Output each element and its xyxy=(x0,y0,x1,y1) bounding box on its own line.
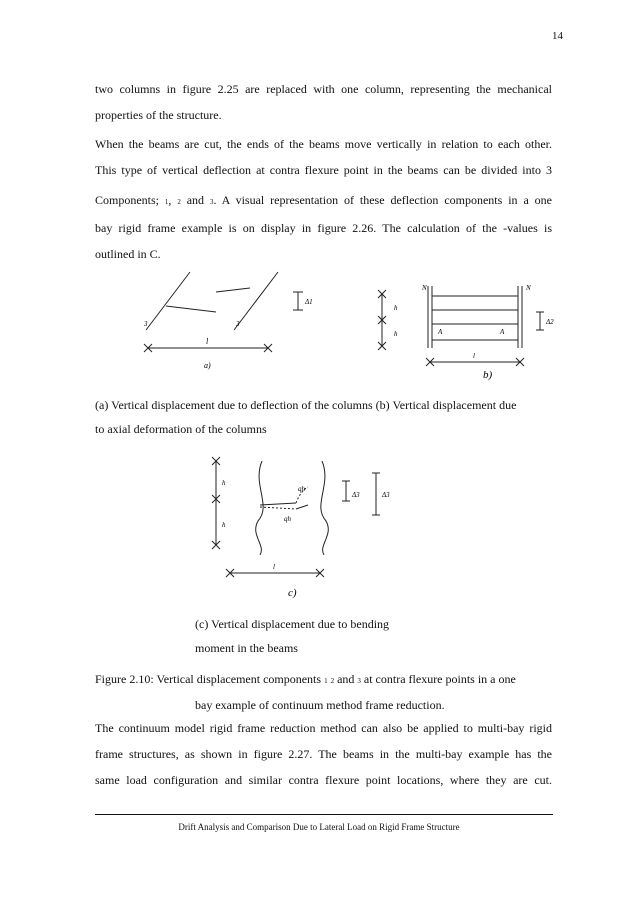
height-label: h xyxy=(394,330,398,338)
figure-c-label: c) xyxy=(288,587,297,599)
caption-line: (a) Vertical displacement due to deflection of the columns (b) Vertical displacement due xyxy=(95,398,517,412)
subscript: 2 xyxy=(177,198,181,206)
subscript: 3 xyxy=(357,677,361,685)
paragraph-line: The continuum model rigid frame reduction method can also be applied to multi-bay rigid xyxy=(95,721,552,735)
subscript: 2 xyxy=(330,677,335,685)
text-run: and xyxy=(180,193,210,207)
height-label: h xyxy=(222,521,226,529)
right-beam-line xyxy=(216,288,250,292)
column-label: 3 xyxy=(236,320,240,328)
paragraph-line: When the beams are cut, the ends of the beams move vertically in relation to each other. xyxy=(95,137,552,151)
paragraph-4 xyxy=(95,715,552,793)
length-label: l xyxy=(206,337,209,346)
caption-c xyxy=(195,612,389,660)
qh-label: qh xyxy=(298,485,305,493)
subscript: 1 xyxy=(164,198,169,206)
caption-ab xyxy=(95,393,516,441)
paragraph-line: outlined in C. xyxy=(95,247,161,261)
paragraph-line xyxy=(95,187,552,215)
load-label: N xyxy=(422,284,427,292)
qh-label: qh xyxy=(284,515,291,523)
caption-line: (c) Vertical displacement due to bending xyxy=(195,617,390,631)
text-run: and xyxy=(334,672,358,686)
delta-label: Δ2 xyxy=(546,318,554,326)
column-label: 3 xyxy=(144,320,148,328)
figure-caption xyxy=(95,667,516,717)
caption-line xyxy=(95,667,516,693)
left-beam-line xyxy=(166,306,216,312)
caption-line: to axial deformation of the columns xyxy=(95,422,267,436)
delta-label: Δ3 xyxy=(352,491,360,499)
right-column-line xyxy=(234,272,278,330)
delta-label: Δ1 xyxy=(305,298,313,306)
figure-a-label: a) xyxy=(204,361,211,370)
footer-text: Drift Analysis and Comparison Due to Lateral Load on Rigid Frame Structure xyxy=(178,822,460,832)
paragraph-line: properties of the structure. xyxy=(95,108,222,122)
length-label: l xyxy=(473,352,475,360)
text-run: at contra flexure points in a one xyxy=(360,672,516,686)
text-run: Components; xyxy=(95,193,165,207)
length-label: l xyxy=(273,563,275,571)
paragraph-line: bay rigid frame example is on display in figure 2.26. The calculation of the -values is xyxy=(95,221,552,235)
figure-c-diagram xyxy=(200,455,400,600)
paragraph-3 xyxy=(95,187,552,267)
subscript: 3 xyxy=(209,198,214,206)
height-label: h xyxy=(222,479,226,487)
caption-line: moment in the beams xyxy=(195,641,298,655)
figure-b-label: b) xyxy=(483,369,493,381)
text-run: Figure 2.10: Vertical displacement components xyxy=(95,672,325,686)
footer-rule xyxy=(95,814,553,815)
figure-a-diagram xyxy=(138,268,348,380)
area-label: A xyxy=(438,328,443,336)
text-run: . A visual representation of these deflection components in a one xyxy=(213,193,552,207)
paragraph-line: frame structures, as shown in figure 2.27. The beams in the multi-bay example has the xyxy=(95,747,552,761)
paragraph-1 xyxy=(95,76,552,128)
paragraph-2 xyxy=(95,131,552,183)
paragraph-line: This type of vertical deflection at contra flexure point in the beams can be divided into 3 xyxy=(95,163,552,177)
subscript: 1 xyxy=(324,677,328,685)
paragraph-line: two columns in figure 2.25 are replaced with one column, representing the mechanical xyxy=(95,82,552,96)
paragraph-line: same load configuration and similar contra flexure point locations, where they are cut. xyxy=(95,773,552,787)
delta-label: Δ3 xyxy=(382,491,390,499)
area-label: A xyxy=(500,328,505,336)
text-run: , xyxy=(168,193,178,207)
figure-b-diagram xyxy=(370,282,570,382)
height-label: h xyxy=(394,304,398,312)
page-number: 14 xyxy=(552,30,563,42)
left-column-line xyxy=(146,272,190,330)
load-label: N xyxy=(526,284,531,292)
caption-line: bay example of continuum method frame reduction. xyxy=(195,698,445,712)
